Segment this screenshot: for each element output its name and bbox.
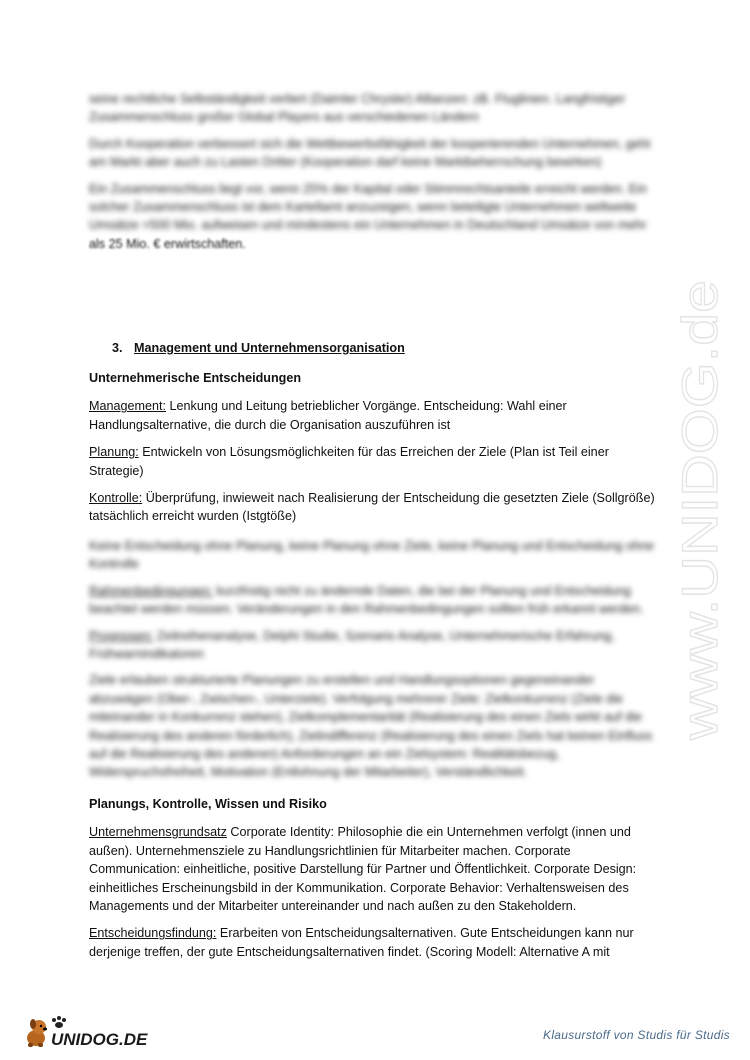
blurred-paragraph: Ziele erlauben strukturierte Planungen zu erstellen und Handlungsoptionen gegeneinander abzuwägen (Ober-, Zwischen-, Unterziele). Verfolgung mehrerer Ziele: Zielkonkurrenz (Ziele die miteinander in Konkurrenz stehen), Zielkomplementarität (Realisierung des einen Ziels wirkt auf die Realisierung des anderen förderlich), Zielindifferenz (Realisierung des einen Ziels hat keinen Einfluss auf die Realisierung des anderen) Anforderungen an ein Zielsystem: Realitätsbezug, Widerspruchsfreiheit, Motivation (Entlohnung der Mitarbeiter), Verständlichkeit.: [89, 673, 653, 780]
term: Unternehmensgrundsatz: [89, 825, 227, 840]
term: Kontrolle:: [89, 491, 143, 506]
definition-text: Überprüfung, inwieweit nach Realisierung der Entscheidung die gesetzten Ziele (Sollgröße) tatsächlich erreicht wurden (Istgtöße): [89, 491, 655, 524]
definition-kontrolle: [89, 489, 659, 526]
paragraph-end-line: als 25 Mio. € erwirtschaften.: [89, 236, 246, 251]
blurred-top-block: [89, 90, 659, 253]
definition-text: Entwickeln von Lösungsmöglichkeiten für das Erreichen der Ziele (Plan ist Teil einer Strategie): [89, 445, 609, 478]
subheading: Planungs, Kontrolle, Wissen und Risiko: [89, 797, 327, 811]
definition-text: Lenkung und Leitung betrieblicher Vorgänge. Entscheidung: Wahl einer Handlungsalternative, die durch die Organisation auszuführen ist: [89, 399, 567, 432]
definition-entscheidungsfindung: [89, 924, 659, 961]
blurred-paragraph: Ein Zusammenschluss liegt vor, wenn 25% der Kapital oder Stimmrechtsanteile erreicht werden. Ein solcher Zusammenschluss ist dem Kartellamt anzuzeigen, wenn beteiligte Unternehmen weltweite Umsätze >500 Mio. aufweisen und mindestens ein Unternehmen in Deutschland Umsätze von mehr: [89, 181, 647, 233]
term: Entscheidungsfindung:: [89, 926, 217, 941]
definition-text: Erarbeiten von Entscheidungsalternativen. Gute Entscheidungen kann nur derjenige treffen, der gute Entscheidungsalternativen findet. (Scoring Modell: Alternative A mit: [89, 926, 634, 959]
section-title: Management und Unternehmensorganisation: [134, 341, 405, 355]
definition-text: Corporate Identity: Philosophie die ein Unternehmen verfolgt (innen und außen). Unternehmensziele zu Handlungsrichtlinien für Mitarbeiter machen. Corporate Communication: einheitliche, positive Darstellung für Partner und Öffentlichkeit. Corporate Design: einheitliches Erscheinungsbild in der Kommunikation. Corporate Behavior: Verhaltensweisen des Managements und der Mitarbeiter untereinander und nach außen zu den Stakeholdern.: [89, 825, 637, 914]
definition-management: [89, 397, 659, 434]
blurred-middle-block: [89, 537, 659, 782]
term: Planung:: [89, 445, 139, 460]
definition-planung: [89, 443, 659, 480]
term: Rahmenbedingungen:: [89, 583, 213, 598]
section-heading: [112, 341, 405, 355]
logo-text: UNIDOG.DE: [51, 1030, 148, 1049]
content-block-1: [89, 369, 659, 526]
watermark: [662, 275, 742, 745]
footer-slogan: Klausurstoff von Studis für Studis: [543, 1028, 730, 1042]
paw-print-icon: [52, 1016, 66, 1028]
watermark-text: www.UNIDOG.de: [672, 351, 728, 740]
blurred-paragraph: Durch Kooperation verbessert sich die Wettbewerbsfähigkeit der kooperierenden Unternehmen, geht am Markt aber auch zu Lasten Dritter (Kooperation darf keine Marktbeherrschung bewirken): [89, 136, 651, 170]
definition-text: kurzfristig nicht zu ändernde Daten, die bei der Planung und Entscheidung beachtet werden müssen. Veränderungen in den Rahmenbedingungen sollten früh erkannt werden.: [89, 583, 644, 617]
content-block-2: [89, 795, 659, 961]
blurred-paragraph: [89, 627, 659, 664]
footer-logo: [22, 1014, 172, 1050]
section-number: 3.: [112, 341, 123, 355]
blurred-paragraph: [89, 582, 659, 619]
subheading: Unternehmerische Entscheidungen: [89, 371, 302, 385]
dog-mascot-icon: [27, 1019, 47, 1047]
term: Management:: [89, 399, 167, 414]
term: Prognosen:: [89, 628, 154, 643]
definition-text: Zeitreihenanalyse, Delphi Studie, Szenario Analyse, Unternehmerische Erfahrung, Frühwarnindikatoren: [89, 628, 615, 662]
definition-unternehmensgrundsatz: [89, 823, 659, 915]
blurred-paragraph: Keine Entscheidung ohne Planung, keine Planung ohne Ziele, keine Planung und Entscheidung ohne Kontrolle: [89, 539, 655, 572]
blurred-paragraph: seine rechtliche Selbständigkeit verliert (Daimler Chrysler) Allianzen: zB. Fluglinien. Langfristiger Zusammenschluss großer Global Players aus verschiedenen Ländern: [89, 92, 626, 125]
